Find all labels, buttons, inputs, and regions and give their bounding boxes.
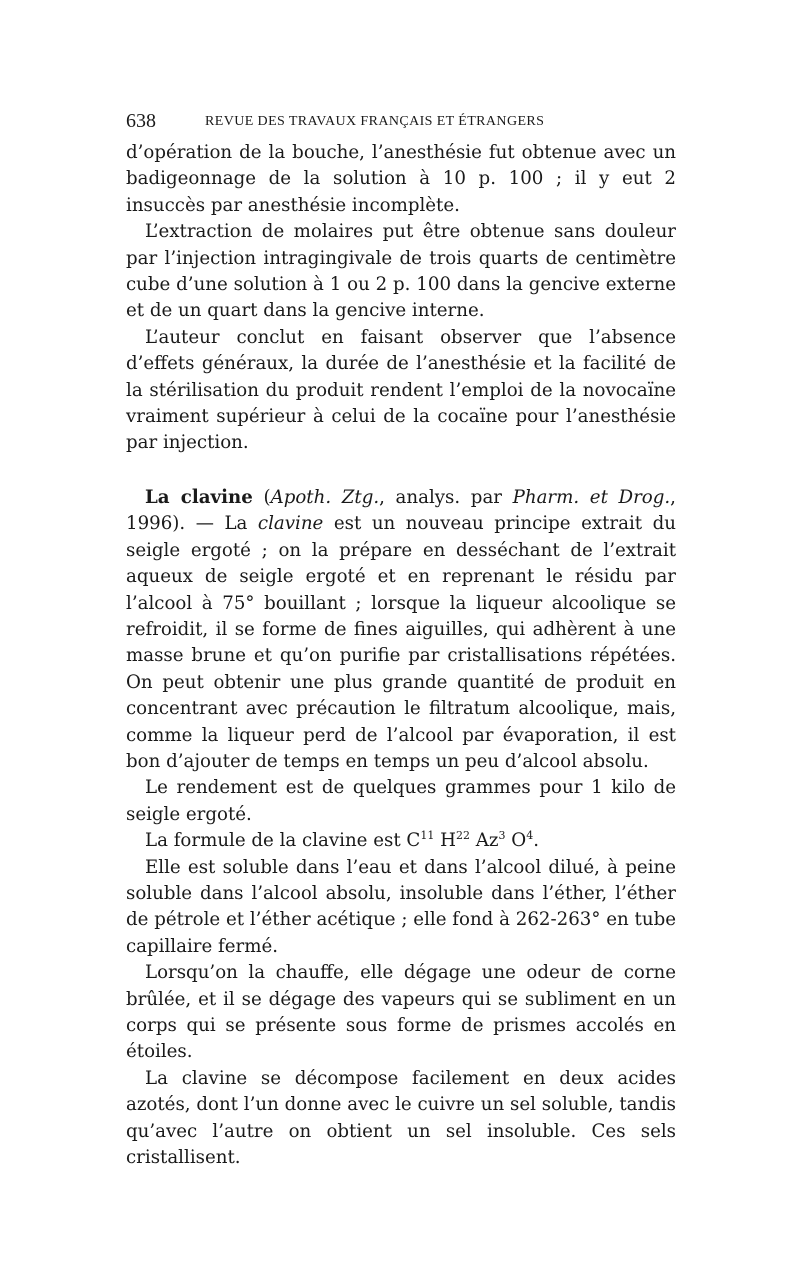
paragraph-heating: Lorsqu’on la chauffe, elle dégage une odeur de corne brûlée, et il se dégage des vapeurs qui se subliment en un corps qui se présente sous forme de prismes accolés en étoiles. bbox=[126, 962, 676, 1063]
formula-o: O bbox=[505, 830, 527, 852]
hydrogen-count: 22 bbox=[455, 829, 470, 843]
formula-az: Az bbox=[469, 830, 499, 852]
lead-italic: clavine bbox=[257, 513, 324, 535]
article-clavine bbox=[126, 485, 676, 775]
page-header bbox=[126, 108, 676, 140]
paragraph-author-conclusion: L’auteur conclut en faisant observer que l’absence d’effets généraux, la durée de l’anesthésie et la facilité de la stérilisation du produit rendent l’emploi de la novocaïne vraiment supérieur à celui de la cocaïne pour l’anesthésie par injection. bbox=[126, 326, 676, 454]
nitrogen-count: 3 bbox=[498, 829, 506, 843]
formula-h: H bbox=[434, 830, 456, 852]
formula-prefix: La formule de la clavine est C bbox=[145, 830, 421, 852]
lead-rest: est un nouveau principe extrait du seigle ergoté ; on la prépare en desséchant de l’extrait aqueux de seigle ergoté et en reprenant le résidu par l’alcool à 75° bouillant ; lorsque la liqueur alcoolique se refroidit, il se forme de fines aiguilles, qui adhèrent à une masse brune et qu’on purifie par cristallisations répétées. On peut obtenir une plus grande quantité de produit en concentrant avec précaution le filtratum alcoolique, mais, comme la liqueur perd de l’alcool par évaporation, il est bon d’ajouter de temps en temps un peu d’alcool absolu. bbox=[126, 513, 676, 772]
running-title: REVUE DES TRAVAUX FRANÇAIS ET ÉTRANGERS bbox=[205, 114, 545, 129]
paragraph-solubility: Elle est soluble dans l’eau et dans l’alcool dilué, à peine soluble dans l’alcool absolu, insoluble dans l’éther, l’éther de pétrole et l’éther acétique ; elle fond à 262-263° en tube capillaire fermé. bbox=[126, 856, 676, 957]
paragraph-yield: Le rendement est de quelques grammes pour 1 kilo de seigle ergoté. bbox=[126, 777, 676, 825]
oxygen-count: 4 bbox=[526, 829, 534, 843]
paragraph-formula bbox=[126, 828, 676, 854]
source-mid: , analys. par bbox=[379, 486, 513, 508]
paragraph-molar-extraction: L’extraction de molaires put être obtenue sans douleur par l’injection intragingivale de trois quarts de centimètre cube d’une solution à 1 ou 2 p. 100 dans la gencive externe et de un quart dans la gencive interne. bbox=[126, 221, 676, 322]
page-number: 638 bbox=[126, 110, 156, 132]
lead-word: La bbox=[224, 513, 248, 535]
source-close: , 1996). — bbox=[126, 486, 676, 535]
paragraph-decomposition: La clavine se décompose facilement en deux acides azotés, dont l’un donne avec le cuivre un sel soluble, tandis qu’avec l’autre on obtient un sel insoluble. Ces sels cristallisent. bbox=[126, 1067, 676, 1169]
page bbox=[126, 108, 676, 1171]
article-title: La clavine bbox=[145, 486, 253, 508]
source-journal: Apoth. Ztg. bbox=[270, 486, 380, 508]
formula-suffix: . bbox=[533, 830, 539, 852]
carbon-count: 11 bbox=[420, 829, 435, 843]
source-open: ( bbox=[263, 486, 271, 508]
source-review: Pharm. et Drog. bbox=[512, 486, 671, 508]
paragraph-anesthesia-result: d’opération de la bouche, l’anesthésie fut obtenue avec un badigeonnage de la solution à 10 p. 100 ; il y eut 2 insuccès par anesthésie incomplète. bbox=[126, 142, 676, 216]
